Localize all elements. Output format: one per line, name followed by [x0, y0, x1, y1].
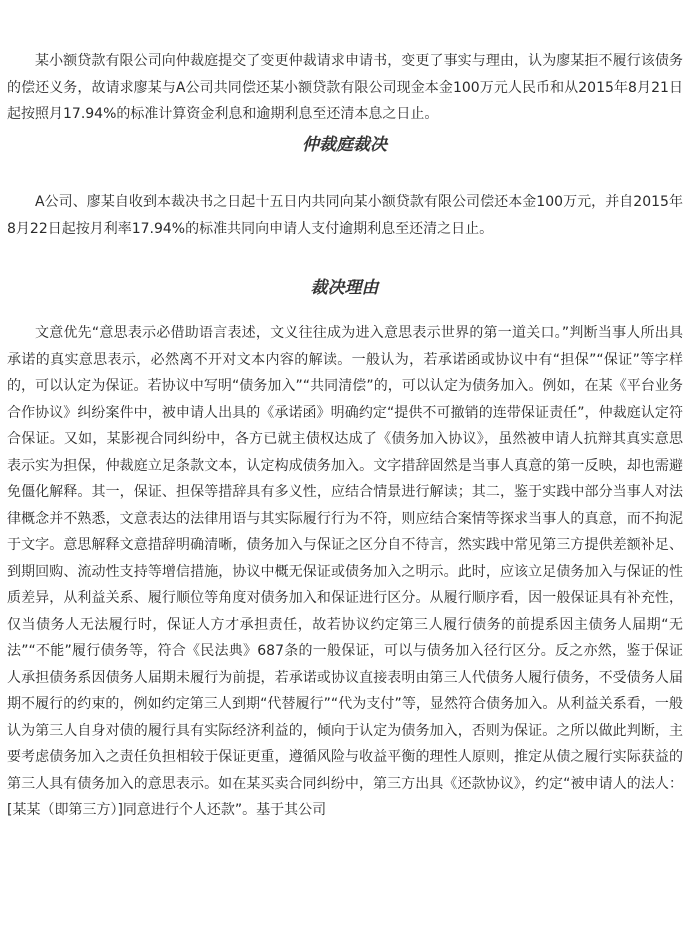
award-paragraph: A公司、廖某自收到本裁决书之日起十五日内共同向某小额贷款有限公司偿还本金100万元，并自2015年8月22日起按月利率17.94%的标准共同向申请人支付逾期利息至还清之日止。 — [7, 194, 683, 237]
reasons-paragraph: 文意优先“意思表示必借助语言表述，文义往往成为进入意思表示世界的第一道关口。”判断当事人所出具承诺的真实意思表示，必然离不开对文本内容的解读。一般认为，若承诺函或协议中有“担保”“保证”等字样的，可以认定为保证。若协议中写明“债务加入”“共同清偿”的，可以认定为债务加入。例如，在某《平台业务合作协议》纠纷案件中，被申请人出具的《承诺函》明确约定“提供不可撤销的连带保证责任”，仲裁庭认定符合保证。又如，某影视合同纠纷中，各方已就主债权达成了《债务加入协议》，虽然被申请人抗辩其真实意思表示实为担保，仲裁庭立足条款文本，认定构成债务加入。文字措辞固然是当事人真意的第一反映，却也需避免僵化解释。其一，保证、担保等措辞具有多义性，应结合情景进行解读；其二，鉴于实践中部分当事人对法律概念并不熟悉，文意表达的法律用语与其实际履行行为不符，则应结合案情等探求当事人的真意，而不拘泥于文字。意思解释文意措辞明确清晰，债务加入与保证之区分自不待言，然实践中常见第三方提供差额补足、到期回购、流动性支持等增信措施，协议中概无保证或债务加入之明示。此时，应该立足债务加入与保证的性质差异，从利益关系、履行顺位等角度对债务加入和保证进行区分。从履行顺序看，因一般保证具有补充性，仅当债务人无法履行时，保证人方才承担责任，故若协议约定第三人履行债务的前提系因主债务人届期“无法”“不能”履行债务等，符合《民法典》687条的一般保证，可以与债务加入径行区分。反之亦然，鉴于保证人承担债务系因债务人届期未履行为前提，若承诺或协议直接表明由第三人代债务人履行债务，不受债务人届期不履行的约束的，例如约定第三人到期“代替履行”“代为支付”等，显然符合债务加入。从利益关系看，一般认为第三人自身对债的履行具有实际经济利益的，倾向于认定为债务加入，否则为保证。之所以做此判断，主要考虑债务加入之责任负担相较于保证更重，遵循风险与收益平衡的理性人原则，推定从债之履行实际获益的第三人具有债务加入的意思表示。如在某买卖合同纠纷中，第三方出具《还款协议》，约定“被申请人的法人：[某某（即第三方）]同意进行个人还款”。基于其公司 — [7, 325, 683, 818]
intro-paragraph: 某小额贷款有限公司向仲裁庭提交了变更仲裁请求申请书，变更了事实与理由，认为廖某拒不履行该债务的偿还义务，故请求廖某与A公司共同偿还某小额贷款有限公司现金本金100万元人民币和从2015年8月21日起按照月17.94%的标准计算资金利息和逾期利息至还清本息之日止。 — [7, 53, 683, 122]
reasons-heading: 裁决理由 — [310, 278, 379, 298]
award-heading: 仲裁庭裁决 — [302, 135, 387, 155]
